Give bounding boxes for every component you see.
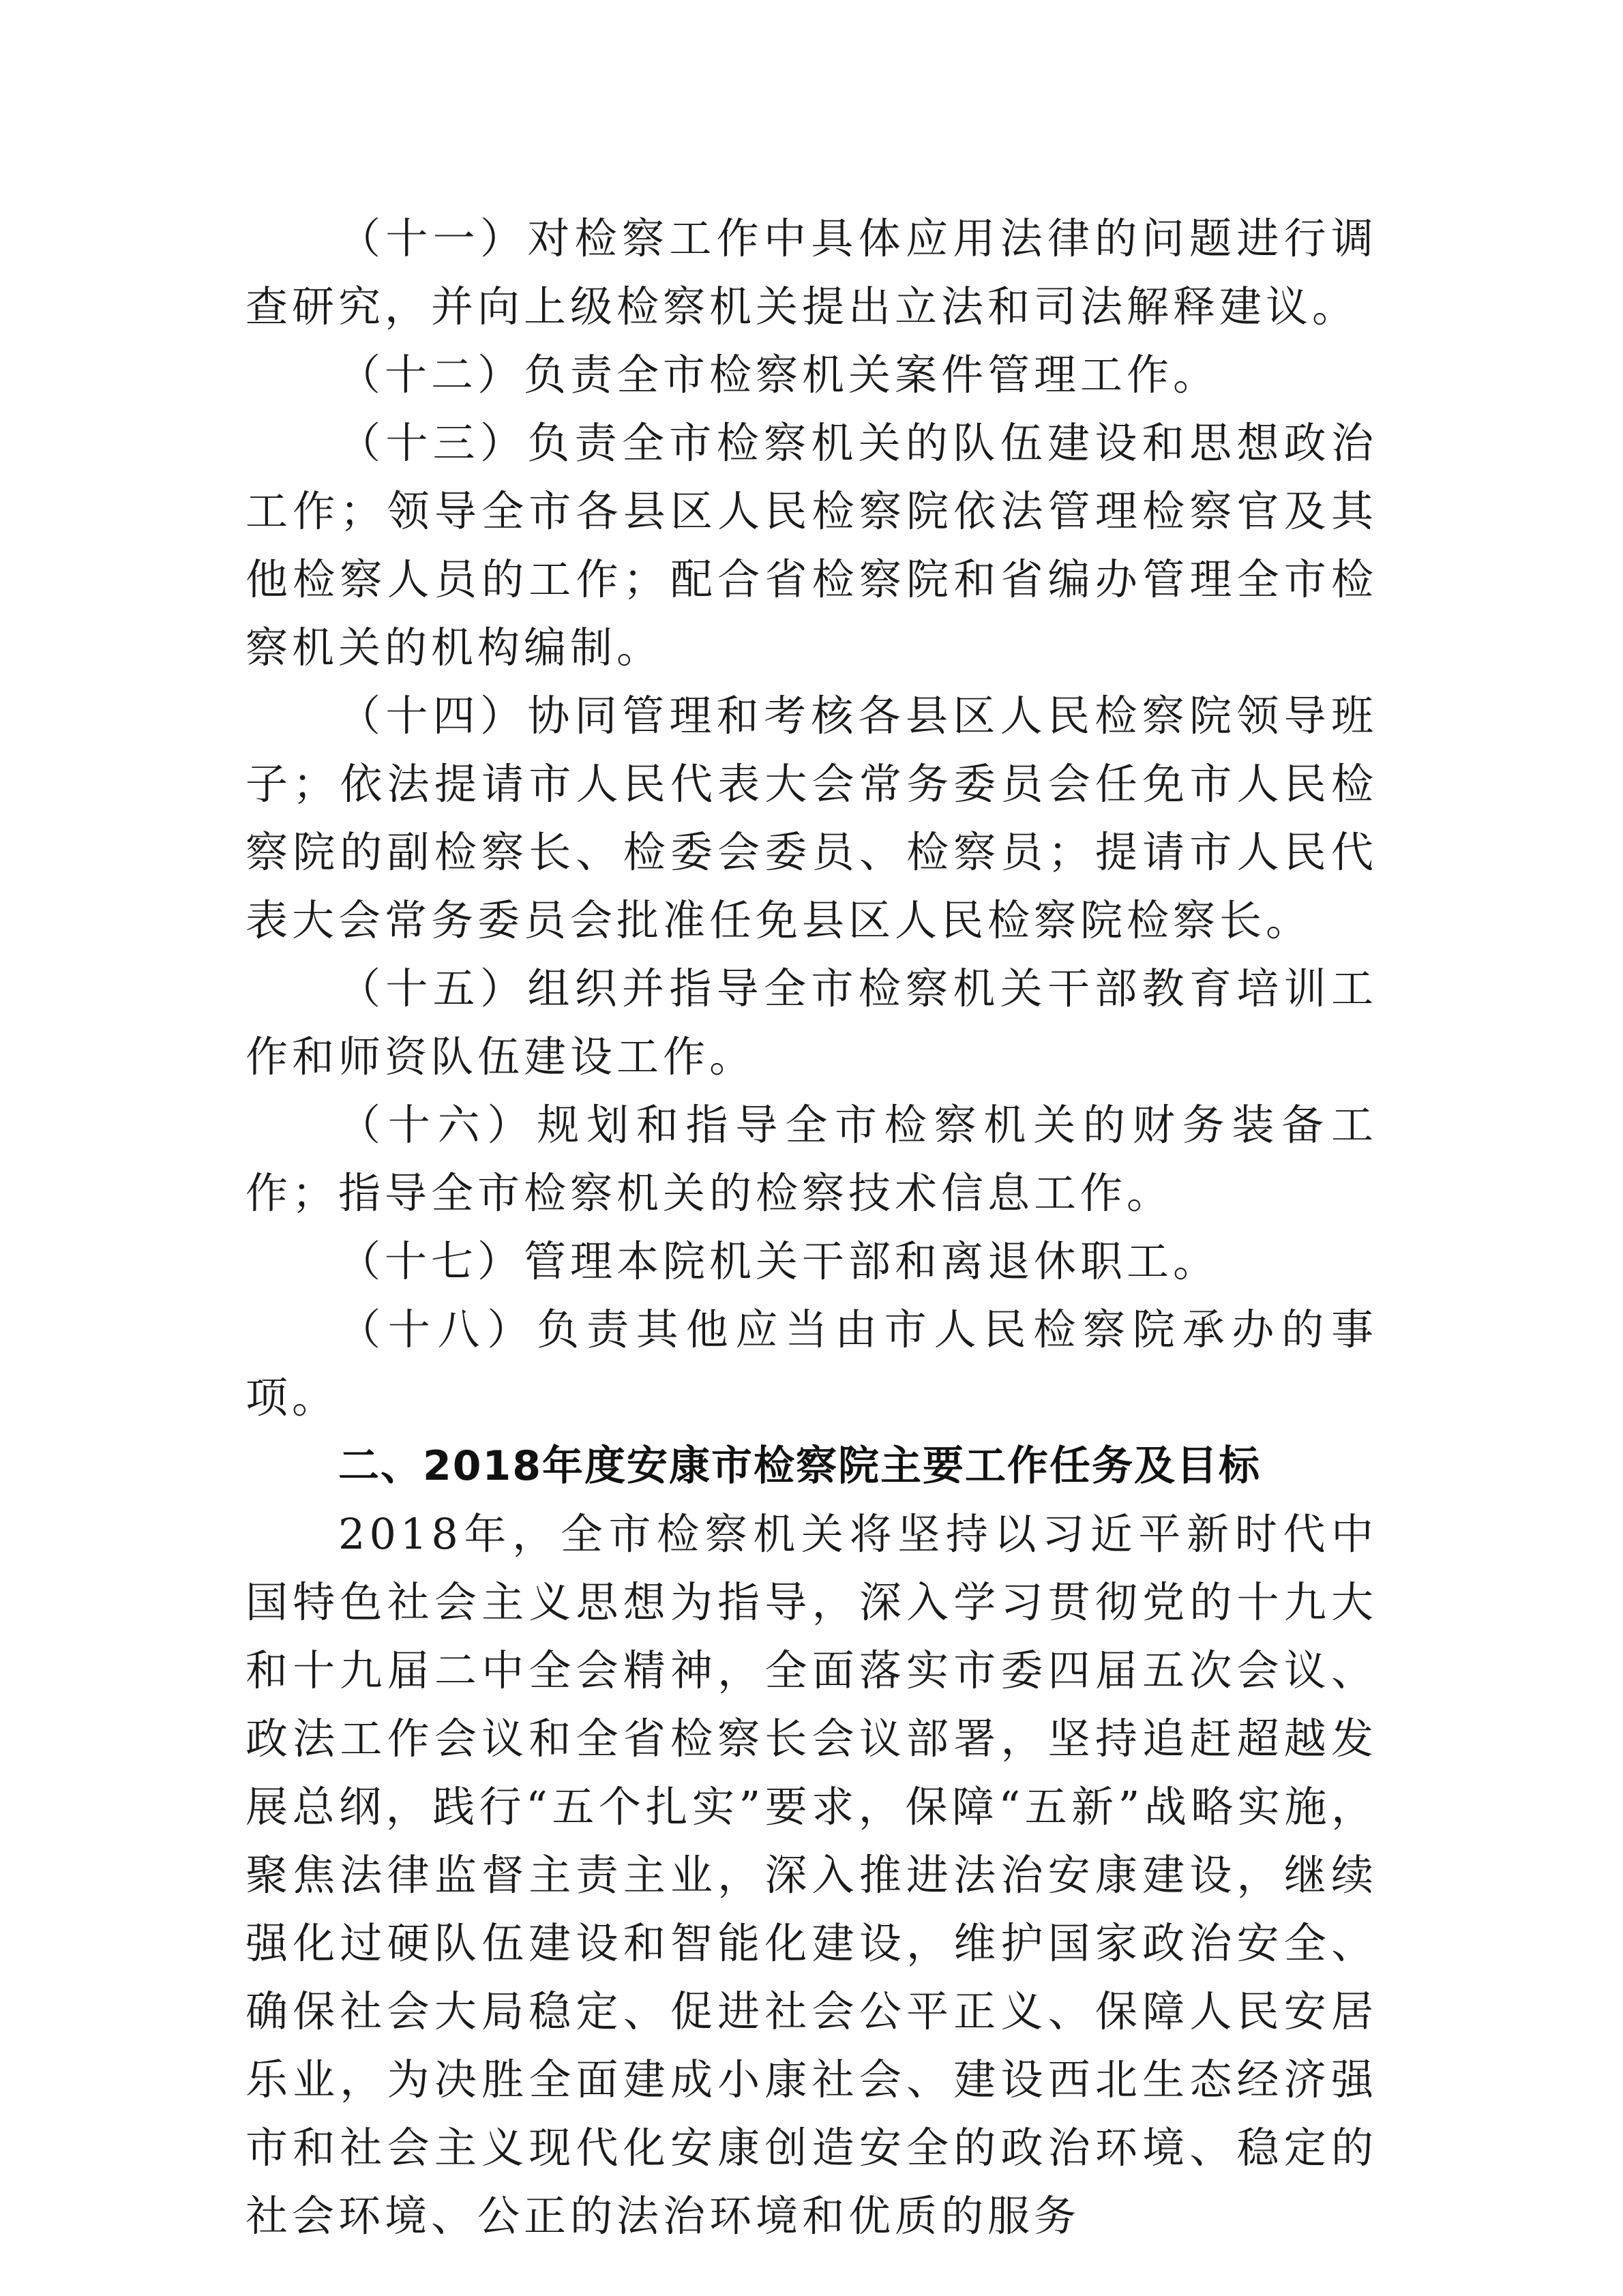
- paragraph-item-16: （十六）规划和指导全市检察机关的财务装备工作；指导全市检察机关的检察技术信息工作。: [245, 1100, 1378, 1218]
- paragraph-item-12: （十二）负责全市检察机关案件管理工作。: [338, 350, 1220, 400]
- paragraph-item-13: （十三）负责全市检察机关的队伍建设和思想政治工作；领导全市各县区人民检察院依法管理检察官及其他检察人员的工作；配合省检察院和省编办管理全市检察机关的机构编制。: [245, 418, 1378, 672]
- paragraph-item-14: （十四）协同管理和考核各县区人民检察院领导班子；依法提请市人民代表大会常务委员会任免市人民检察院的副检察长、检委会委员、检察员；提请市人民代表大会常务委员会批准任免县区人民检察院检察长。: [245, 691, 1378, 945]
- closing-paragraph: 2018年，全市检察机关将坚持以习近平新时代中国特色社会主义思想为指导，深入学习贯彻党的十九大和十九届二中全会精神，全面落实市委四届五次会议、政法工作会议和全省检察长会议部署，坚持追赶超越发展总纲，践行“五个扎实”要求，保障“五新”战略实施，聚焦法律监督主责主业，深入推进法治安康建设，继续强化过硬队伍建设和智能化建设，维护国家政治安全、确保社会大局稳定、促进社会公平正义、保障人民安居乐业，为决胜全面建成小康社会、建设西北生态经济强市和社会主义现代化安康创造安全的政治环境、稳定的社会环境、公正的法治环境和优质的服务: [245, 1509, 1378, 2241]
- paragraph-item-11: （十一）对检察工作中具体应用法律的问题进行调查研究，并向上级检察机关提出立法和司法解释建议。: [245, 213, 1378, 331]
- paragraph-item-18: （十八）负责其他应当由市人民检察院承办的事项。: [245, 1304, 1378, 1422]
- document-body: [245, 205, 1378, 2250]
- paragraph-item-17: （十七）管理本院机关干部和离退休职工。: [338, 1236, 1220, 1286]
- paragraph-item-15: （十五）组织并指导全市检察机关干部教育培训工作和师资队伍建设工作。: [245, 964, 1378, 1082]
- section-heading: 二、2018年度安康市检察院主要工作任务及目标: [338, 1442, 1261, 1490]
